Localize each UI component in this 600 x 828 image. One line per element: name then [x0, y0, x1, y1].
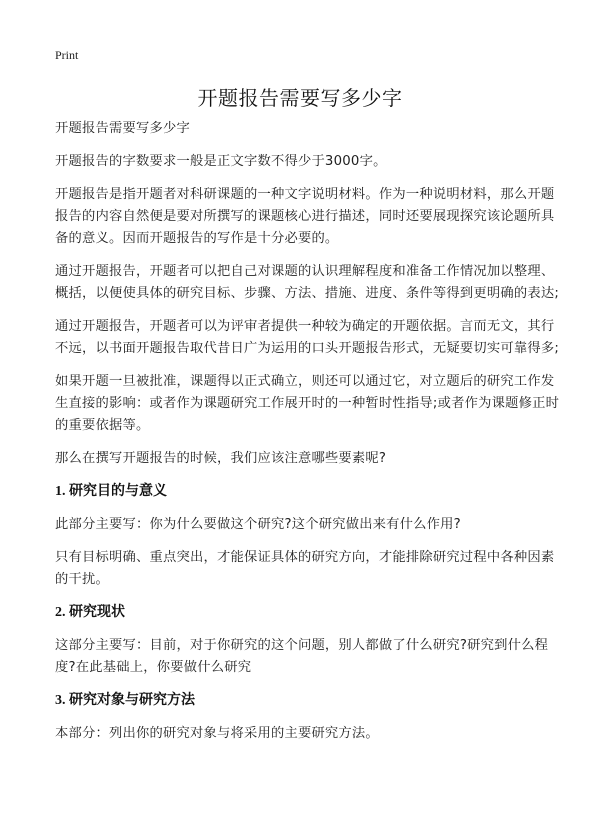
paragraph: 开题报告的字数要求一般是正文字数不得少于3000字。	[55, 154, 387, 169]
section-heading: 2. 研究现状	[55, 605, 125, 620]
paragraph: 此部分主要写：你为什么要做这个研究?这个研究做出来有什么作用?	[55, 517, 461, 532]
subtitle-paragraph: 开题报告需要写多少字	[55, 121, 190, 136]
paragraph: 通过开题报告，开题者可以把自己对课题的认识理解程度和准备工作情况加以整理、概括，以便使具体的研究目标、步骤、方法、措施、进度、条件等得到更明确的表达;	[55, 264, 560, 301]
section-heading: 1. 研究目的与意义	[55, 484, 167, 499]
paragraph: 开题报告是指开题者对科研课题的一种文字说明材料。作为一种说明材料，那么开题报告的内容自然便是要对所撰写的课题核心进行描述，同时还要展现探究该论题所具备的意义。因而开题报告的写作是十分必要的。	[55, 187, 555, 246]
paragraph: 本部分：列出你的研究对象与将采用的主要研究方法。	[55, 726, 379, 741]
paragraph: 这部分主要写：目前，对于你研究的这个问题，别人都做了什么研究?研究到什么程度?在此基础上，你要做什么研究	[55, 638, 549, 675]
print-label: Print	[55, 48, 79, 62]
section-heading: 3. 研究对象与研究方法	[55, 693, 195, 708]
document-body	[55, 118, 565, 756]
paragraph: 如果开题一旦被批准，课题得以正式确立，则还可以通过它，对立题后的研究工作发生直接的影响：或者作为课题研究工作展开时的一种暂时性指导;或者作为课题修正时的重要依据等。	[55, 374, 560, 433]
paragraph: 那么在撰写开题报告的时候，我们应该注意哪些要素呢?	[55, 451, 387, 466]
paragraph: 通过开题报告，开题者可以为评审者提供一种较为确定的开题依据。言而无文，其行不远，以书面开题报告取代昔日广为运用的口头开题报告形式，无疑要切实可靠得多;	[55, 319, 560, 356]
page-title: 开题报告需要写多少字	[197, 86, 403, 110]
paragraph: 只有目标明确、重点突出，才能保证具体的研究方向，才能排除研究过程中各种因素的干扰。	[55, 550, 555, 587]
